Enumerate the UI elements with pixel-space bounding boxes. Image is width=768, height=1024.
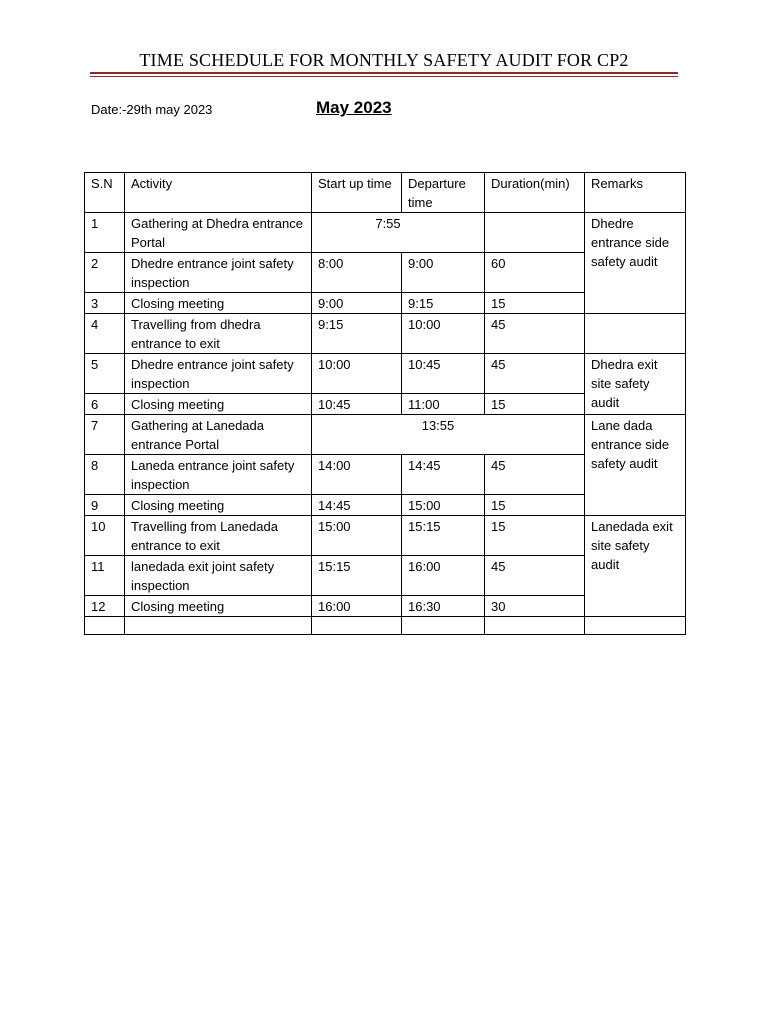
- start-cell: 10:45: [312, 394, 402, 415]
- empty-cell: [85, 617, 125, 635]
- title-rule-thick: [90, 72, 678, 74]
- activity-cell: Travelling from Lanedada entrance to exit: [125, 516, 312, 556]
- header-sn: S.N: [85, 173, 125, 213]
- header-departure: Departure time: [402, 173, 485, 213]
- activity-cell: Closing meeting: [125, 495, 312, 516]
- table-row: [85, 213, 686, 253]
- activity-cell: Travelling from dhedra entrance to exit: [125, 314, 312, 354]
- table-row: [85, 314, 686, 354]
- sn-cell: 12: [85, 596, 125, 617]
- table-header-row: [85, 173, 686, 213]
- document-title: TIME SCHEDULE FOR MONTHLY SAFETY AUDIT FOR CP2: [139, 50, 629, 70]
- activity-cell: Closing meeting: [125, 596, 312, 617]
- departure-cell: 10:45: [402, 354, 485, 394]
- start-cell: 15:00: [312, 516, 402, 556]
- departure-cell: 11:00: [402, 394, 485, 415]
- duration-cell: 30: [485, 596, 585, 617]
- duration-cell: 45: [485, 556, 585, 596]
- sn-cell: 8: [85, 455, 125, 495]
- activity-cell: Closing meeting: [125, 293, 312, 314]
- header-activity: Activity: [125, 173, 312, 213]
- remarks-cell: [585, 314, 686, 354]
- empty-cell: [125, 617, 312, 635]
- sn-cell: 3: [85, 293, 125, 314]
- duration-cell: 45: [485, 455, 585, 495]
- start-cell: 15:15: [312, 556, 402, 596]
- month-heading: May 2023: [316, 98, 392, 117]
- header-start: Start up time: [312, 173, 402, 213]
- start-cell: 14:45: [312, 495, 402, 516]
- start-cell: 8:00: [312, 253, 402, 293]
- remarks-cell: Dhedra exit site safety audit: [585, 354, 686, 415]
- activity-cell: Dhedre entrance joint safety inspection: [125, 354, 312, 394]
- departure-cell: 10:00: [402, 314, 485, 354]
- merged-time-cell: 7:55: [312, 213, 485, 253]
- sn-cell: 6: [85, 394, 125, 415]
- departure-cell: 14:45: [402, 455, 485, 495]
- activity-cell: Gathering at Dhedra entrance Portal: [125, 213, 312, 253]
- departure-cell: 15:00: [402, 495, 485, 516]
- merged-time-cell: 13:55: [312, 415, 585, 455]
- header-remarks: Remarks: [585, 173, 686, 213]
- activity-cell: Closing meeting: [125, 394, 312, 415]
- activity-cell: Laneda entrance joint safety inspection: [125, 455, 312, 495]
- duration-cell: 15: [485, 293, 585, 314]
- start-cell: 9:00: [312, 293, 402, 314]
- departure-cell: 9:00: [402, 253, 485, 293]
- remarks-cell: Lanedada exit site safety audit: [585, 516, 686, 617]
- sn-cell: 11: [85, 556, 125, 596]
- sn-cell: 2: [85, 253, 125, 293]
- duration-cell: 15: [485, 394, 585, 415]
- empty-cell: [402, 617, 485, 635]
- sn-cell: 5: [85, 354, 125, 394]
- start-cell: 16:00: [312, 596, 402, 617]
- departure-cell: 16:30: [402, 596, 485, 617]
- duration-cell: 60: [485, 253, 585, 293]
- schedule-table: [84, 172, 686, 635]
- duration-cell: 15: [485, 516, 585, 556]
- empty-row: [85, 617, 686, 635]
- empty-cell: [585, 617, 686, 635]
- duration-cell: 15: [485, 495, 585, 516]
- duration-cell: 45: [485, 354, 585, 394]
- duration-cell: [485, 213, 585, 253]
- sn-cell: 9: [85, 495, 125, 516]
- sn-cell: 10: [85, 516, 125, 556]
- duration-cell: 45: [485, 314, 585, 354]
- start-cell: 14:00: [312, 455, 402, 495]
- header-duration: Duration(min): [485, 173, 585, 213]
- document-date: Date:-29th may 2023: [91, 102, 213, 117]
- table-row: [85, 354, 686, 394]
- remarks-cell: Lane dada entrance side safety audit: [585, 415, 686, 516]
- remarks-cell: Dhedre entrance side safety audit: [585, 213, 686, 314]
- table-row: [85, 516, 686, 556]
- activity-cell: Gathering at Lanedada entrance Portal: [125, 415, 312, 455]
- start-cell: 10:00: [312, 354, 402, 394]
- activity-cell: Dhedre entrance joint safety inspection: [125, 253, 312, 293]
- departure-cell: 16:00: [402, 556, 485, 596]
- start-cell: 9:15: [312, 314, 402, 354]
- sn-cell: 1: [85, 213, 125, 253]
- empty-cell: [312, 617, 402, 635]
- activity-cell: lanedada exit joint safety inspection: [125, 556, 312, 596]
- sn-cell: 4: [85, 314, 125, 354]
- departure-cell: 15:15: [402, 516, 485, 556]
- empty-cell: [485, 617, 585, 635]
- departure-cell: 9:15: [402, 293, 485, 314]
- sn-cell: 7: [85, 415, 125, 455]
- title-rule-thin: [90, 76, 678, 77]
- table-row: [85, 415, 686, 455]
